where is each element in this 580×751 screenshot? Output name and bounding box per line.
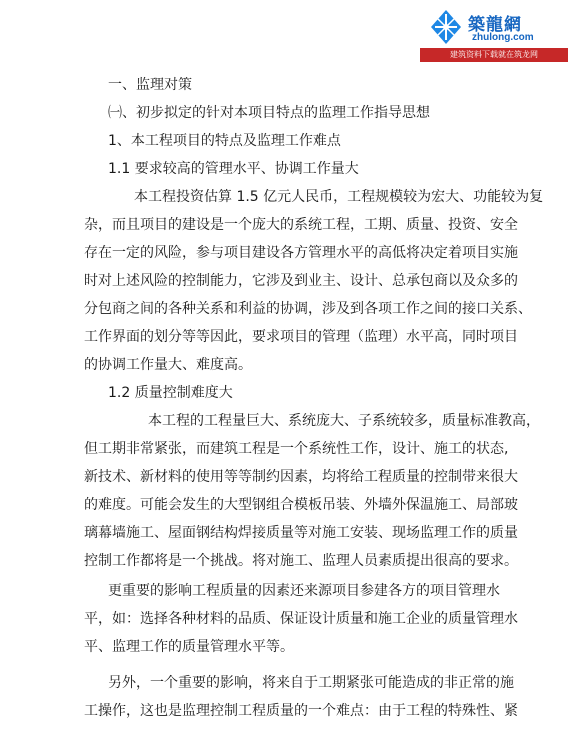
section-1-line: 本工程投资估算 1.5 亿元人民币，工程规模较为宏大、功能较为复: [134, 189, 544, 205]
logo-title: 築龍網: [468, 15, 522, 35]
paragraph-4-line: 工操作，这也是监理控制工程质量的一个难点：由于工程的特殊性、紧: [84, 703, 518, 719]
paragraph-3-line: 平，如：选择各种材料的品质、保证设计质量和施工企业的质量管理水: [84, 611, 518, 627]
section-2-line: 璃幕墙施工、屋面钢结构焊接质量等对施工安装、现场监理工作的质量: [84, 525, 518, 541]
logo-banner: 建筑资料下载就在筑龙网: [420, 48, 568, 62]
section-2-line: 的难度。可能会发生的大型钢组合模板吊装、外墙外保温施工、局部玻: [84, 497, 518, 513]
section-1-title: 1.1 要求较高的管理水平、协调工作量大: [108, 161, 359, 177]
section-2-line: 但工期非常紧张，而建筑工程是一个系统性工作，设计、施工的状态,: [84, 441, 509, 457]
section-1-line: 的协调工作量大、难度高。: [84, 357, 252, 373]
paragraph-3-line: 平、监理工作的质量管理水平等。: [84, 639, 294, 655]
section-2-line: 新技术、新材料的使用等等制约因素，均将给工程质量的控制带来很大: [84, 469, 518, 485]
section-1-line: 存在一定的风险，参与项目建设各方管理水平的高低将决定着项目实施: [84, 245, 518, 261]
zhulong-snowflake-icon: [428, 8, 464, 46]
zhulong-logo: [420, 8, 570, 63]
heading-guiding-thoughts: ㈠、初步拟定的针对本项目特点的监理工作指导思想: [108, 105, 430, 121]
heading-monitoring-strategy: 一、监理对策: [108, 77, 192, 93]
heading-project-features: 1、本工程项目的特点及监理工作难点: [108, 133, 341, 149]
paragraph-4-line: 另外，一个重要的影响，将来自于工期紧张可能造成的非正常的施: [108, 675, 514, 691]
logo-domain: zhulong.com: [472, 32, 534, 43]
section-1-line: 时对上述风险的控制能力，它涉及到业主、设计、总承包商以及众多的: [84, 273, 518, 289]
section-2-title: 1.2 质量控制难度大: [108, 385, 233, 401]
section-1-line: 杂，而且项目的建设是一个庞大的系统工程，工期、质量、投资、安全: [84, 217, 518, 233]
section-2-line: 本工程的工程量巨大、系统庞大、子系统较多，质量标准教高，: [148, 413, 540, 429]
section-1-line: 工作界面的划分等等因此，要求项目的管理（监理）水平高，同时项目: [84, 329, 518, 345]
paragraph-3-line: 更重要的影响工程质量的因素还来源项目参建各方的项目管理水: [108, 583, 500, 599]
section-1-line: 分包商之间的各种关系和利益的协调，涉及到各项工作之间的接口关系、: [84, 301, 532, 317]
section-2-line: 控制工作都将是一个挑战。将对施工、监理人员素质提出很高的要求。: [84, 553, 518, 569]
